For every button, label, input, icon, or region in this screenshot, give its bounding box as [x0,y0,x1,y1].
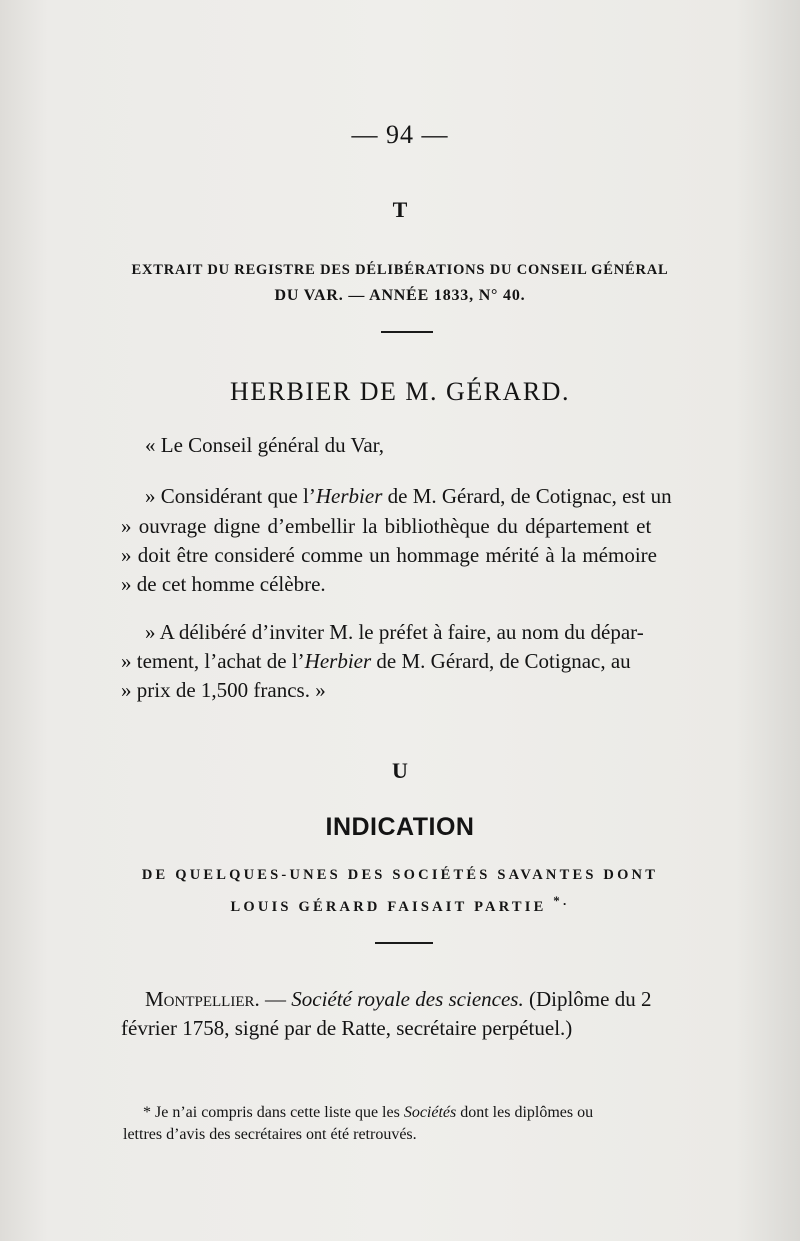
entry-city: Montpellier. [145,987,260,1011]
footnote-line1: * Je n’ai compris dans cette liste que les Sociétés dont les diplômes ou [143,1104,594,1121]
paragraph-opening: « Le Conseil général du Var, [145,433,385,457]
section-letter-t: T [392,197,408,222]
section-letter-u: U [392,758,408,783]
indication-title: INDICATION [325,813,475,841]
footnote-line2: lettres d’avis des secrétaires ont été retrouvés. [123,1126,417,1143]
delibere-line-2: » tement, l’achat de l’Herbier de M. Gérard, de Cotignac, au [121,649,631,673]
herbier-title: HERBIER DE M. GÉRARD. [230,377,570,406]
considerant-line-2: » ouvrage digne d’embellir la bibliothèque du département et [121,514,652,538]
page-number: — 94 — [351,120,449,149]
extract-heading-line2: DU VAR. — ANNÉE 1833, N° 40. [274,287,526,304]
delibere-line-1: » A délibéré d’inviter M. le préfet à faire, au nom du dépar- [145,620,644,644]
footnote-mark: *. [553,893,570,908]
indication-subtitle-line2: LOUIS GÉRARD FAISAIT PARTIE *. [230,893,570,915]
extract-heading-line1: EXTRAIT DU REGISTRE DES DÉLIBÉRATIONS DU CONSEIL GÉNÉRAL [131,262,669,278]
entry-society: Société royale des sciences. [291,987,524,1011]
indication-subtitle-line1: DE QUELQUES-UNES DES SOCIÉTÉS SAVANTES DONT [141,867,659,883]
considerant-line-3: » doit être consideré comme un hommage mérité à la mémoire [121,543,657,567]
section-rule [381,331,433,333]
delibere-line-3: » prix de 1,500 francs. » [121,678,326,702]
montpellier-entry-line1: Montpellier. — Société royale des sciences. (Diplôme du 2 [145,987,652,1011]
considerant-line-1: » Considérant que l’Herbier de M. Gérard, de Cotignac, est un [145,484,672,508]
indication-rule [375,942,433,944]
considerant-line-4: » de cet homme célèbre. [121,572,326,596]
montpellier-entry-line2: février 1758, signé par de Ratte, secrétaire perpétuel.) [121,1016,573,1040]
